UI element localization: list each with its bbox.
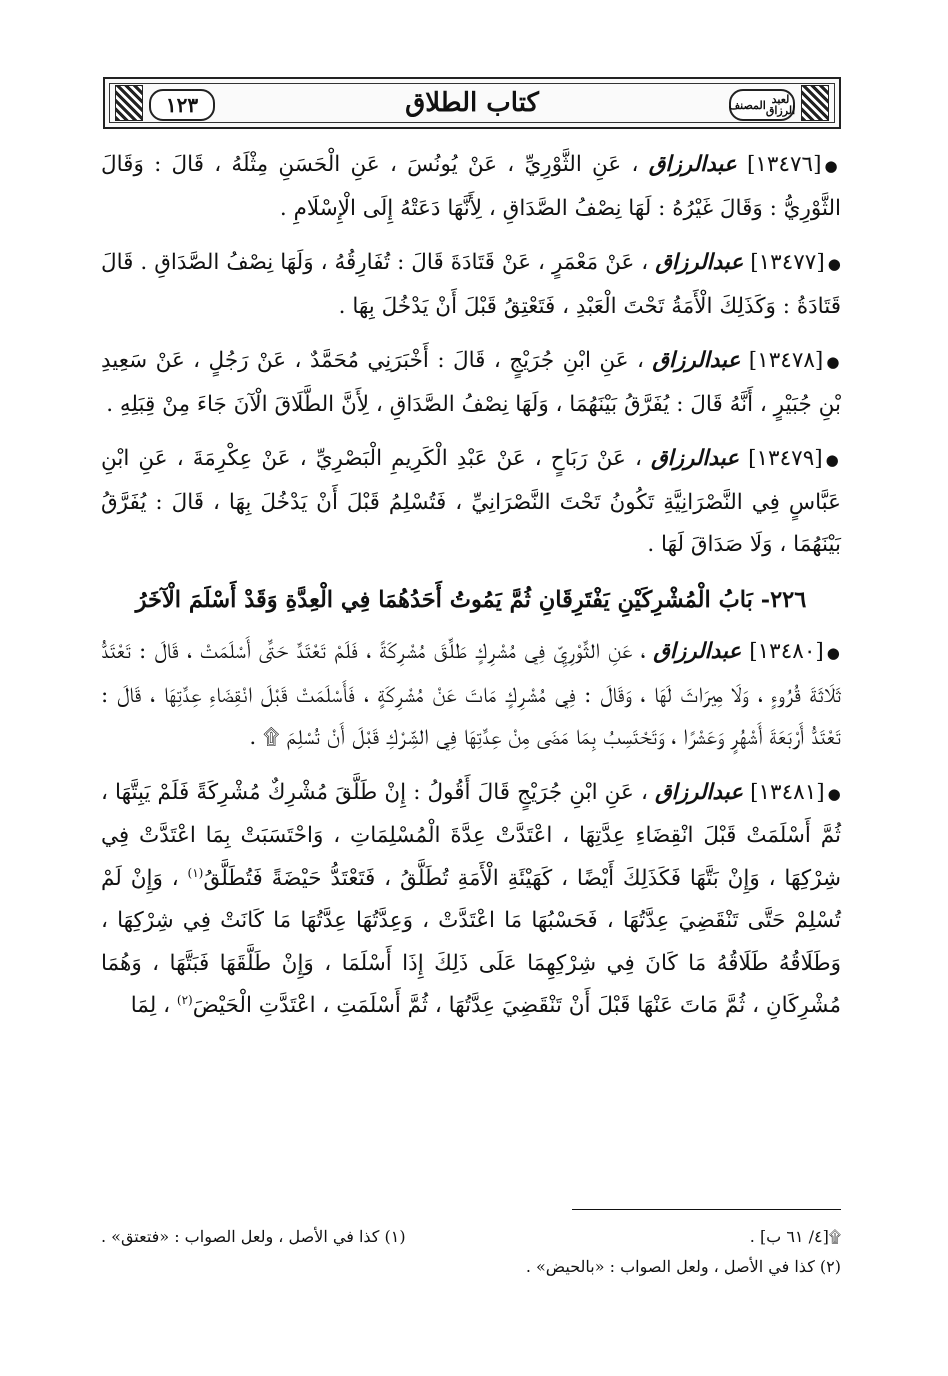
footnote-2: (٢) كذا في الأصل ، ولعل الصواب : «بالحيض» . [525,1257,841,1276]
footnote-row [101,1222,841,1252]
bullet-icon: ● [827,255,841,273]
hadith-number: [١٣٤٧٦] [746,152,822,177]
logo-line-2: لعبد الرزاق [765,93,796,117]
hadith-author: عبدالرزاق [654,779,744,805]
hadith-author: عبدالرزاق [653,639,742,664]
book-logo [729,89,795,121]
hadith-author: عبدالرزاق [652,348,741,373]
chapter-heading: ٢٢٦- بَابُ الْمُشْرِكَيْنِ يَفْتَرِقَانِ ثُمَّ يَمُوتُ أَحَدُهُمَا فِي الْعِدَّةِ وَقَدْ أَسْلَمَ الْآخَرُ [135,586,807,613]
page-break-marker: ۩ . [249,725,280,750]
hadith-author: عبدالرزاق [655,250,744,275]
hadith-text: ، عَنْ رَبَاحٍ ، عَنْ عَبْدِ الْكَرِيمِ الْبَصْرِيِّ ، عَنْ عِكْرِمَةَ ، عَنِ ابْنِ عَبَّاسٍ فِي النَّصْرَانِيَّةِ تَكُونُ تَحْتَ النَّصْرَانِيِّ ، فَتُسْلِمُ قَبْلَ أَنْ يَدْخُلَ بِهَا ، قَالَ : يُفَرَّقُ بَيْنَهُمَا ، وَلَا صَدَاقَ لَهَا . [101,446,841,557]
hadith-number: [١٣٤٨١] [750,779,825,805]
hadith-text: ، عَنِ الثَّوْرِيِّ فِي مُشْرِكٍ طَلَّقَ مُشْرِكَةً ، فَلَمْ تَعْتَدَّ حَتَّى أَسْلَمَتْ ، قَالَ : تَعْتَدُّ ثَلَاثَةَ قُرُوءٍ ، وَلَا مِيرَاثَ لَهَا ، وَقَالَ : فِي مُشْرِكٍ مَاتَ عَنْ مُشْرِكَةٍ ، فَأَسْلَمَتْ قَبْلَ انْقِضَاءِ عِدَّتِهَا ، قَالَ : تَعْتَدُّ أَرْبَعَةَ أَشْهُرٍ وَعَشْرًا ، وَتَحْتَسِبُ بِمَا مَضَى مِنْ عِدَّتِهَا فِي الشِّرْكِ قَبْلَ أَنْ تُسْلِمَ [101,639,841,750]
page-header [103,77,841,129]
hadith-13479 [101,438,841,567]
bullet-icon: ● [826,353,841,371]
hadith-author: عبدالرزاق [648,152,737,177]
footnote-ref-1: (١) [187,865,204,880]
hadith-text: ، عَنْ مَعْمَرٍ ، عَنْ قَتَادَةَ قَالَ : تُفَارِقُهُ ، وَلَهَا نِصْفُ الصَّدَاقِ . قَالَ قَتَادَةُ : وَكَذَلِكَ الْأَمَةُ تَحْتَ الْعَبْدِ ، فَتَعْتِقُ قَبْلَ أَنْ يَدْخُلَ بِهَا . [101,250,841,319]
hadith-text-part2: ، وَإِنْ لَمْ تُسْلِمْ حَتَّى تَنْقَضِيَ عِدَّتُهَا ، فَحَسْبُهَا مَا اعْتَدَّتْ ، وَعِدَّتُهَا عِدَّتُهَا مَا كَانَتْ فِي شِرْكِهَا ، وَطَلَاقُهُ طَلَاقُهُ مَا كَانَ فِي شِرْكِهِمَا عَلَى ذَلِكَ إِذَا أَسْلَمَا ، وَإِنْ طَلَّقَهَا فَبَتَّهَا ، وَهُمَا مُشْرِكَانِ ، ثُمَّ مَاتَ عَنْهَا قَبْلَ أَنْ تَنْقَضِيَ عِدَّتُهَا ، ثُمَّ أَسْلَمَتِ ، اعْتَدَّتِ الْحَيْضَ [101,865,841,1018]
bullet-icon: ● [824,157,841,175]
hadith-13481 [101,772,841,1028]
hadith-text: ، عَنِ الثَّوْرِيِّ ، عَنْ يُونُسَ ، عَنِ الْحَسَنِ مِثْلَهُ ، قَالَ : وَقَالَ الثَّوْرِيُّ : وَقَالَ غَيْرُهُ : لَهَا نِصْفُ الصَّدَاقِ ، لِأَنَّهَا دَعَتْهُ إِلَى الْإِسْلَامِ . [101,152,841,221]
footnote-1: (١) كذا في الأصل ، ولعل الصواب : «فتعتق» . [101,1227,406,1246]
footnote-marker-ref: ۩[٤/ ٦١ ب] . [749,1227,841,1246]
footnotes [101,1222,841,1282]
hadith-13478 [101,340,841,426]
hadith-13477 [101,242,841,328]
hadith-number: [١٣٤٧٨] [748,348,824,373]
footnote-divider [572,1209,841,1210]
hadith-number: [١٣٤٨٠] [749,639,824,664]
bullet-icon: ● [826,644,841,662]
page-number: ١٢٣ [149,89,215,121]
logo-line-1: المصنف [728,98,766,112]
hadith-text-part3: ، لِمَا [130,993,171,1018]
hadith-text: ، عَنِ ابْنِ جُرَيْجٍ ، قَالَ : أَخْبَرَنِي مُحَمَّدٌ ، عَنْ رَجُلٍ ، عَنْ سَعِيدِ بْنِ جُبَيْرٍ ، أَنَّهُ قَالَ : يُفَرَّقُ بَيْنَهُمَا ، وَلَهَا نِصْفُ الصَّدَاقِ ، لِأَنَّ الطَّلَاقَ الْآنَ جَاءَ مِنْ قِبَلِهِ . [101,348,841,417]
hadith-number: [١٣٤٧٩] [748,446,823,471]
running-title: كتاب الطلاق [405,88,539,118]
hadith-text-part1: ، عَنِ ابْنِ جُرَيْجٍ قَالَ أَقُولُ : إِنْ طَلَّقَ مُشْرِكٌ مُشْرِكَةً فَلَمْ يَبِتَّهَا ، ثُمَّ أَسْلَمَتْ قَبْلَ انْقِضَاءِ عِدَّتِهَا ، اعْتَدَّتْ عِدَّةَ الْمُسْلِمَاتِ ، وَاحْتَسَبَتْ بِمَا اعْتَدَّتْ فِي شِرْكِهَا ، وَإِنْ بَتَّهَا فَكَذَلِكَ أَيْضًا ، كَهَيْئَةِ الْأَمَةِ تُطَلَّقُ ، فَتَعْتَدُّ حَيْضَةً فَتُطَلَّقُ [101,779,841,891]
footnote-ref-2: (٢) [176,992,193,1007]
hadith-13476 [101,144,841,230]
hadith-number: [١٣٤٧٧] [750,250,825,275]
main-text [101,144,841,1040]
hadith-author: عبدالرزاق [650,446,740,471]
bullet-icon: ● [827,784,841,803]
bullet-icon: ● [825,451,841,469]
hadith-13480 [101,631,841,760]
